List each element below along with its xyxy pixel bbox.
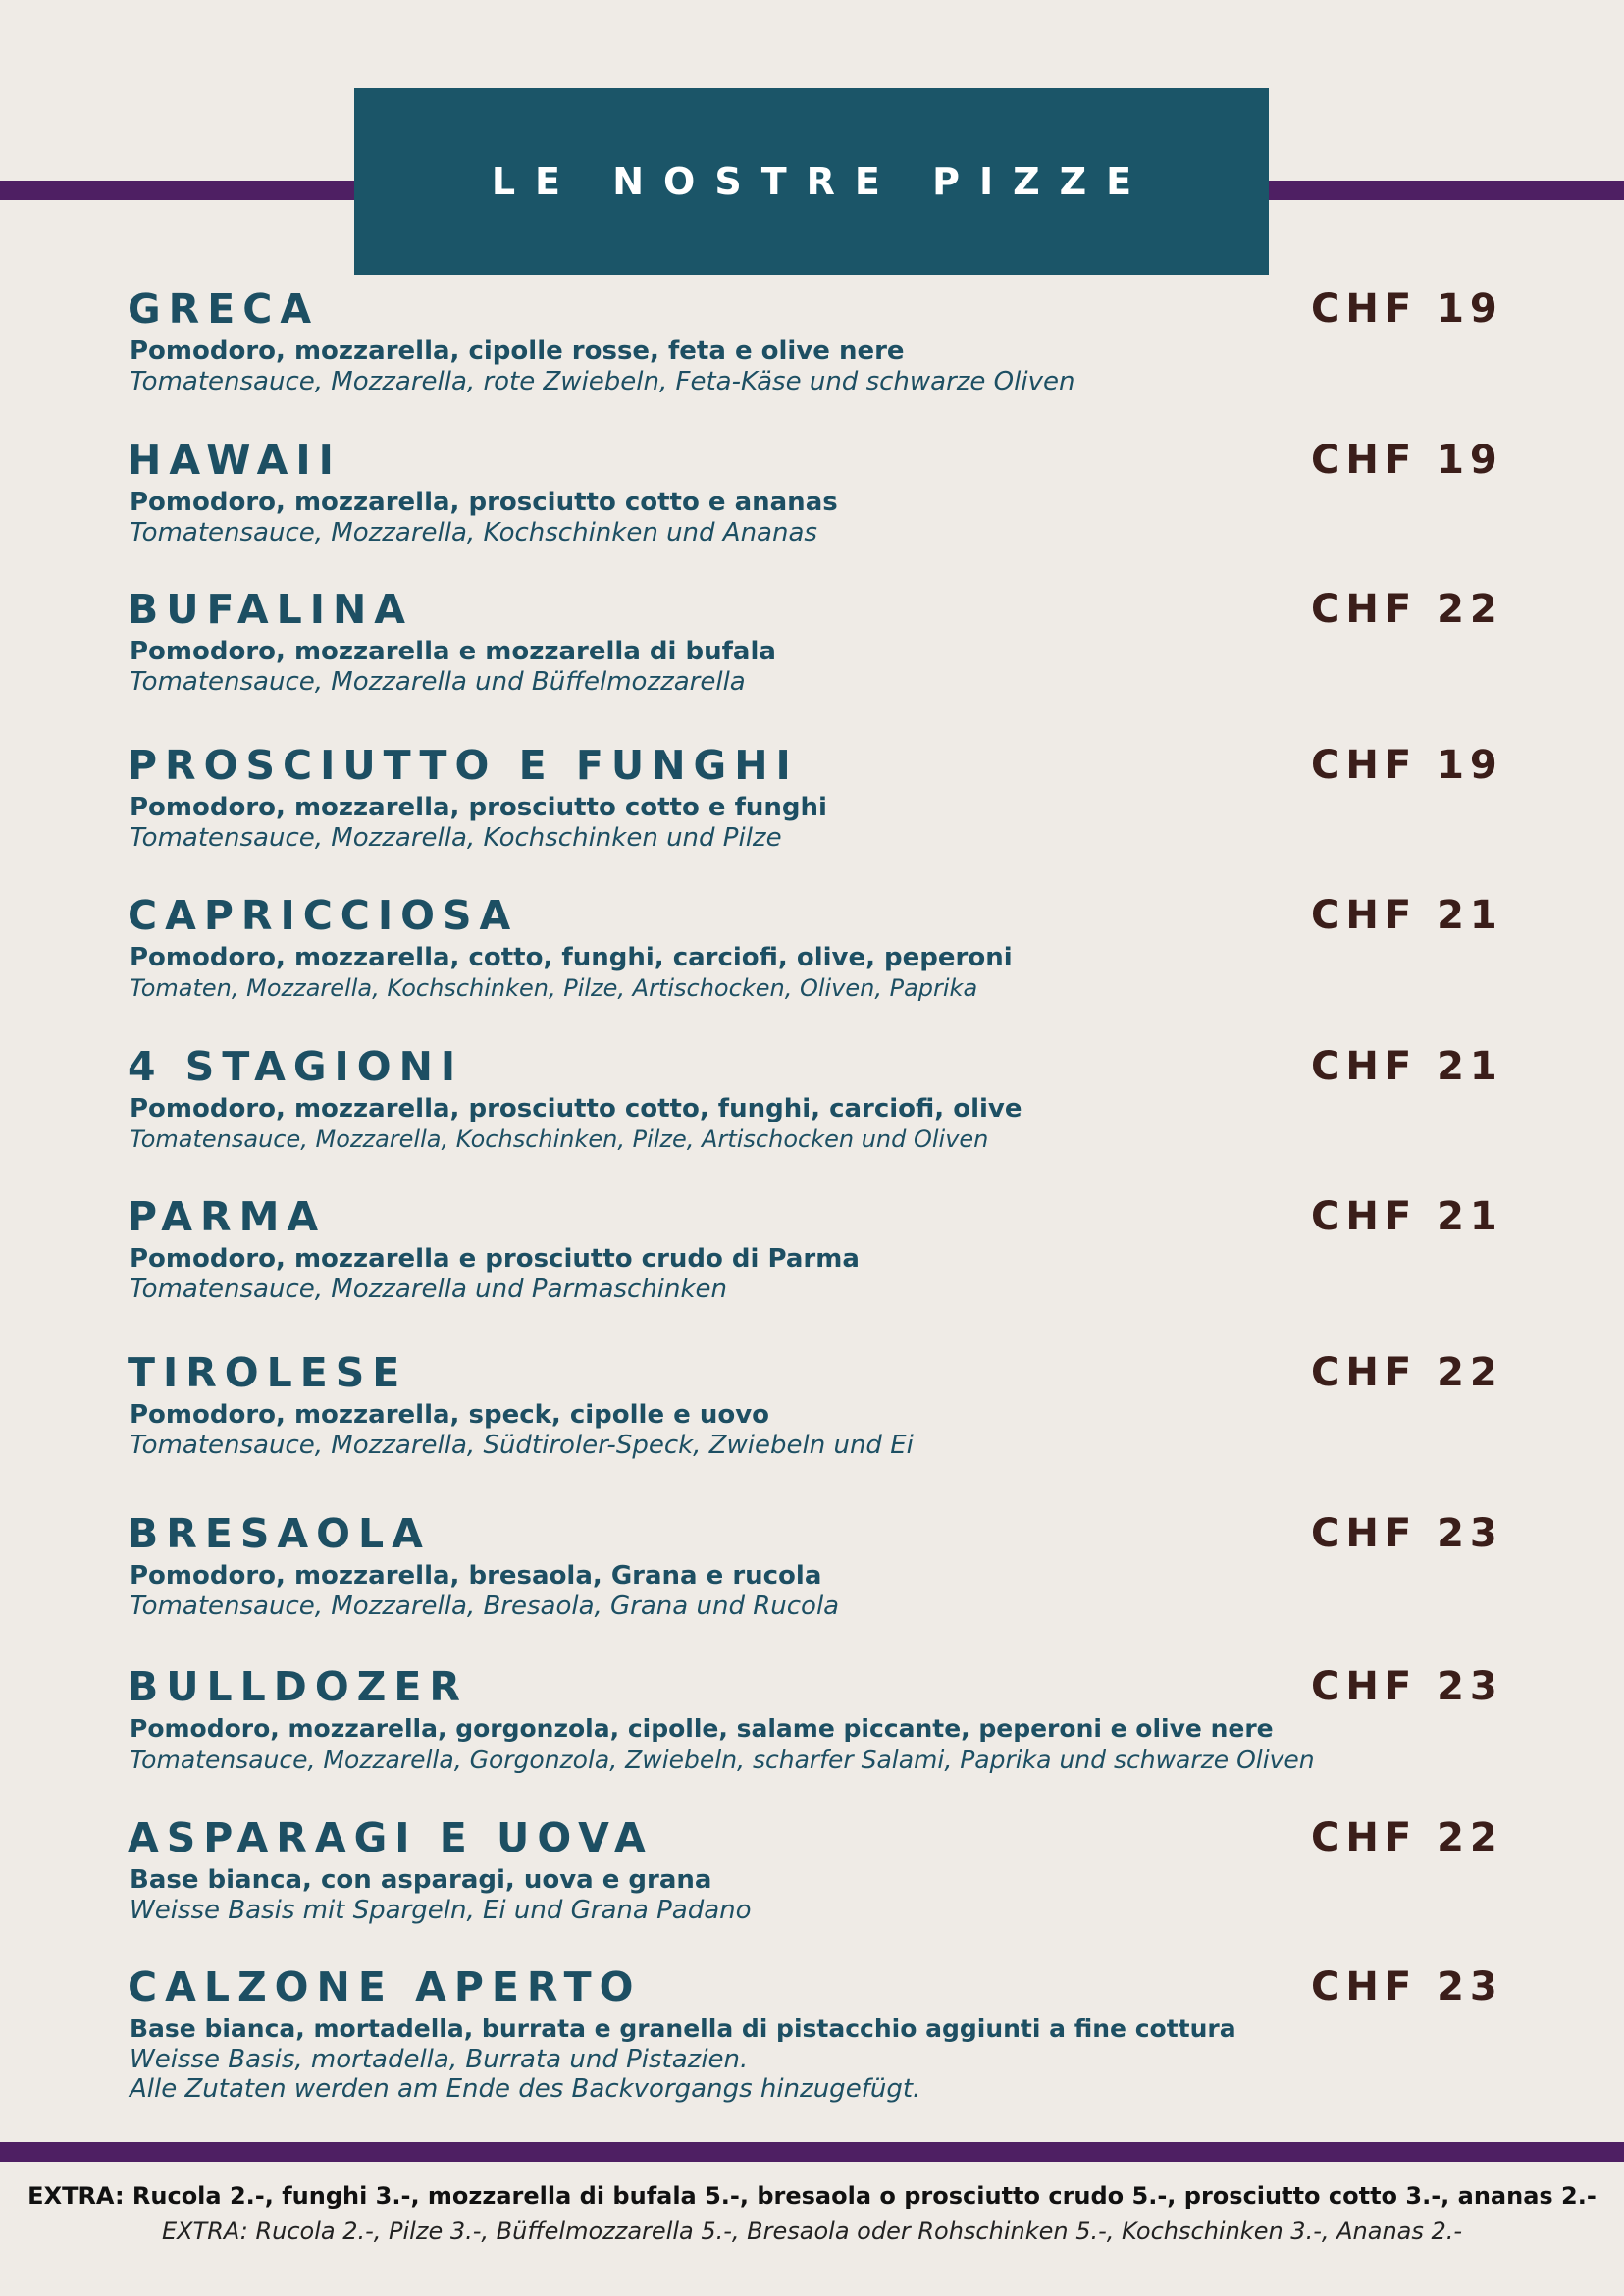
item-name: BULLDOZER — [128, 1663, 468, 1710]
item-name: BUFALINA — [128, 586, 414, 633]
item-ingredients-it: Pomodoro, mozzarella e mozzarella di bufala — [130, 637, 776, 666]
bottom-accent-bar — [0, 2142, 1624, 2162]
extras-de: EXTRA: Rucola 2.-, Pilze 3.-, Büffelmozzarella 5.-, Bresaola oder Rohschinken 5.-, Kochschinken 3.-, Ananas 2.- — [161, 2218, 1463, 2245]
item-name: 4 STAGIONI — [128, 1043, 464, 1090]
item-ingredients-de: Tomatensauce, Mozzarella, Südtiroler-Speck, Zwiebeln und Ei — [130, 1431, 914, 1460]
item-ingredients-de: Tomatensauce, Mozzarella, Bresaola, Grana und Rucola — [130, 1592, 840, 1621]
item-price: CHF 19 — [1311, 287, 1503, 332]
item-name: PROSCIUTTO E FUNGHI — [128, 742, 799, 789]
item-name: CALZONE APERTO — [128, 1963, 642, 2010]
item-ingredients-it: Pomodoro, mozzarella, prosciutto cotto e ananas — [130, 488, 838, 517]
item-price: CHF 21 — [1311, 1194, 1503, 1239]
extras-it: EXTRA: Rucola 2.-, funghi 3.-, mozzarella di bufala 5.-, bresaola o prosciutto crudo 5.-, prosciutto cotto 3.-, ananas 2.- — [27, 2182, 1597, 2210]
item-price: CHF 23 — [1311, 1511, 1503, 1556]
item-ingredients-de: Tomatensauce, Mozzarella, Kochschinken, Pilze, Artischocken und Oliven — [130, 1125, 989, 1153]
item-ingredients-it: Pomodoro, mozzarella, cotto, funghi, carciofi, olive, peperoni — [130, 943, 1013, 972]
item-ingredients-it: Pomodoro, mozzarella, gorgonzola, cipolle, salame piccante, peperoni e olive nere — [130, 1714, 1274, 1743]
item-ingredients-de: Weisse Basis, mortadella, Burrata und Pistazien. — [130, 2045, 749, 2074]
item-ingredients-de: Tomatensauce, Mozzarella, Gorgonzola, Zwiebeln, scharfer Salami, Paprika und schwarze Oliven — [130, 1746, 1315, 1774]
item-ingredients-it: Pomodoro, mozzarella, speck, cipolle e uovo — [130, 1400, 770, 1430]
item-ingredients-de: Tomatensauce, Mozzarella, rote Zwiebeln, Feta-Käse und schwarze Oliven — [130, 367, 1075, 396]
item-price: CHF 22 — [1311, 1815, 1503, 1860]
item-ingredients-de: Tomatensauce, Mozzarella und Parmaschinken — [130, 1275, 728, 1304]
item-price: CHF 23 — [1311, 1664, 1503, 1709]
item-name: CAPRICCIOSA — [128, 892, 519, 939]
item-name: ASPARAGI E UOVA — [128, 1814, 654, 1861]
item-price: CHF 22 — [1311, 1350, 1503, 1395]
item-price: CHF 21 — [1311, 893, 1503, 938]
item-name: GRECA — [128, 286, 320, 333]
item-name: HAWAII — [128, 437, 341, 484]
item-ingredients-de-note: Alle Zutaten werden am Ende des Backvorgangs hinzugefügt. — [130, 2074, 921, 2104]
item-ingredients-it: Base bianca, mortadella, burrata e granella di pistacchio aggiunti a fine cottura — [130, 2014, 1236, 2043]
page-title: LE NOSTRE PIZZE — [491, 160, 1152, 203]
item-ingredients-it: Pomodoro, mozzarella, bresaola, Grana e rucola — [130, 1561, 822, 1591]
item-ingredients-de: Tomatensauce, Mozzarella und Büffelmozzarella — [130, 667, 746, 697]
item-ingredients-it: Pomodoro, mozzarella, prosciutto cotto e funghi — [130, 793, 827, 822]
item-price: CHF 19 — [1311, 743, 1503, 788]
item-name: PARMA — [128, 1193, 327, 1240]
item-ingredients-it: Base bianca, con asparagi, uova e grana — [130, 1865, 712, 1895]
item-price: CHF 19 — [1311, 438, 1503, 483]
item-price: CHF 22 — [1311, 587, 1503, 632]
item-ingredients-it: Pomodoro, mozzarella, cipolle rosse, feta e olive nere — [130, 337, 905, 366]
item-price: CHF 21 — [1311, 1044, 1503, 1089]
item-price: CHF 23 — [1311, 1964, 1503, 2009]
title-banner — [354, 88, 1269, 275]
item-ingredients-de: Tomaten, Mozzarella, Kochschinken, Pilze, Artischocken, Oliven, Paprika — [130, 974, 978, 1002]
item-name: TIROLESE — [128, 1349, 408, 1396]
item-ingredients-de: Tomatensauce, Mozzarella, Kochschinken und Pilze — [130, 823, 782, 853]
item-ingredients-de: Tomatensauce, Mozzarella, Kochschinken und Ananas — [130, 518, 817, 548]
item-ingredients-it: Pomodoro, mozzarella, prosciutto cotto, funghi, carciofi, olive — [130, 1094, 1022, 1123]
item-ingredients-it: Pomodoro, mozzarella e prosciutto crudo di Parma — [130, 1244, 860, 1274]
item-name: BRESAOLA — [128, 1510, 431, 1557]
item-ingredients-de: Weisse Basis mit Spargeln, Ei und Grana Padano — [130, 1896, 752, 1925]
